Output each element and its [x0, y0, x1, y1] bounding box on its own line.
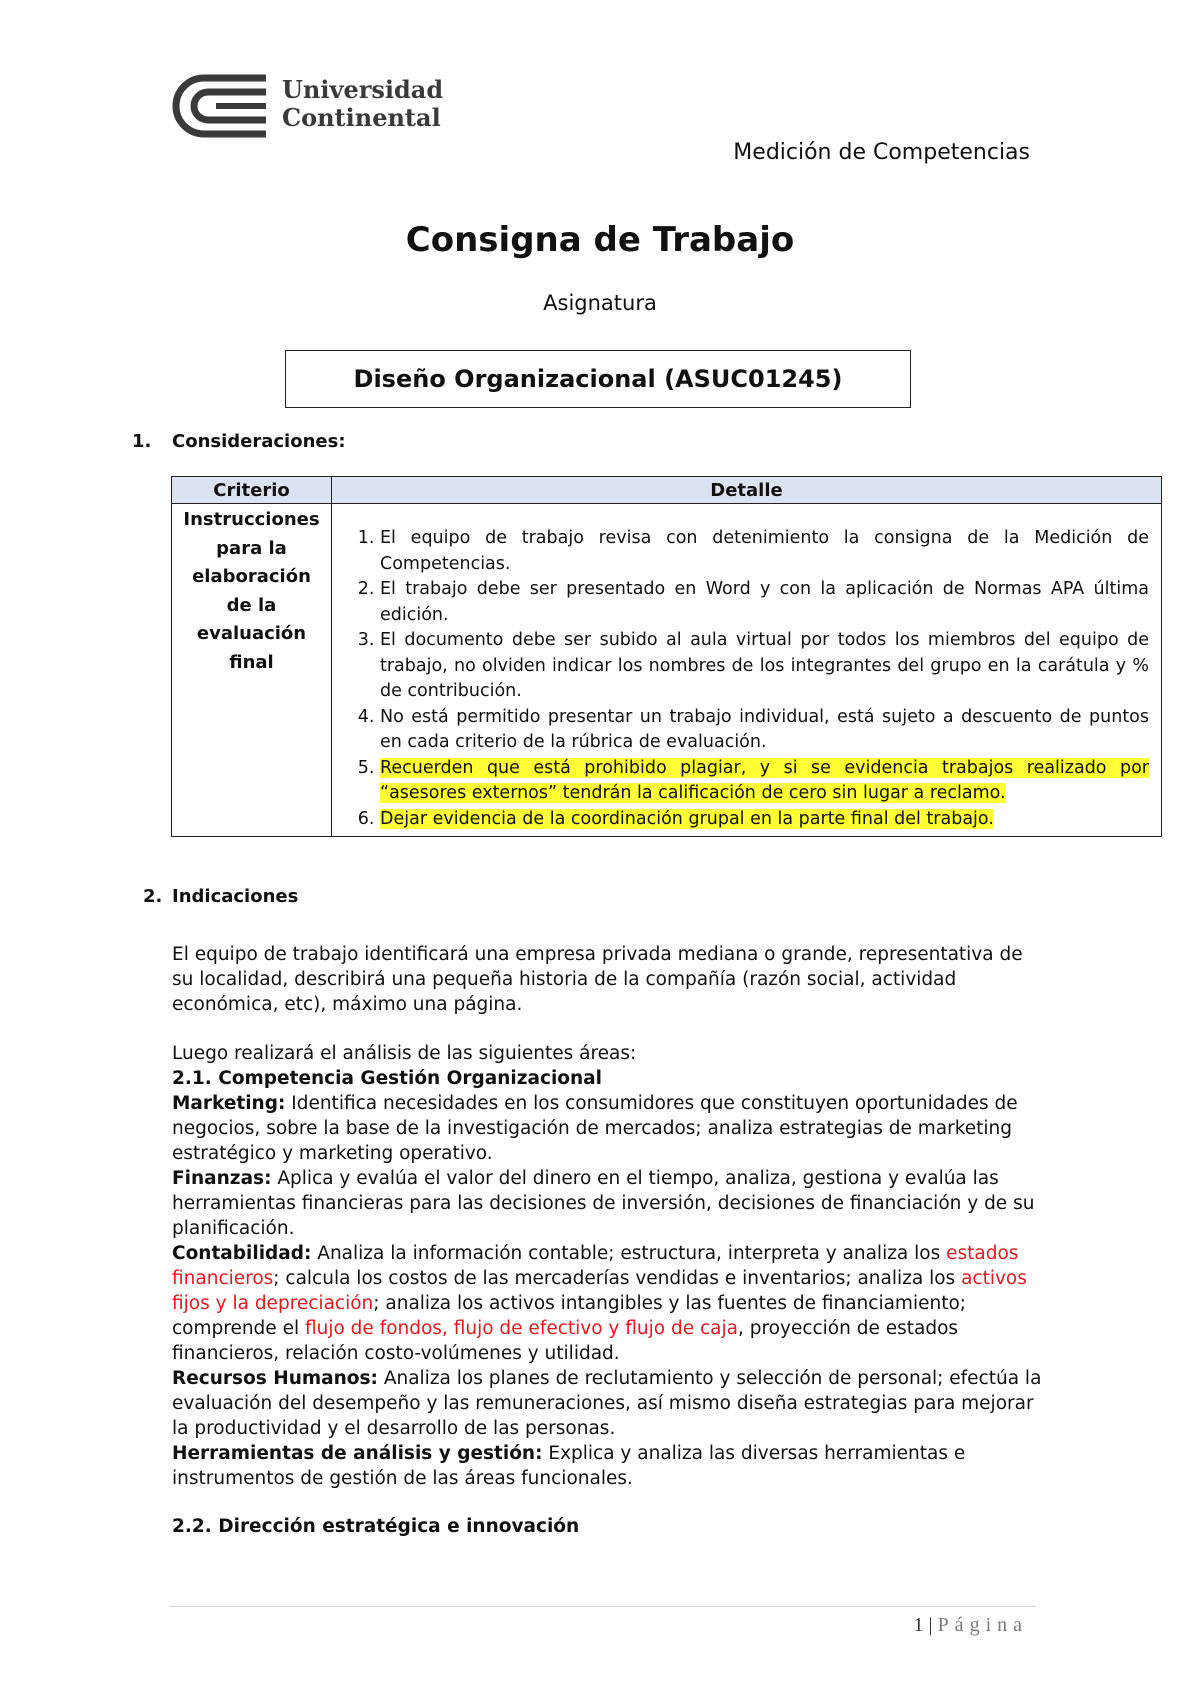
- herramientas-label: Herramientas de análisis y gestión:: [172, 1443, 543, 1464]
- instruction-item: 1. El equipo de trabajo revisa con detenimiento la consigna de la Medición de Competencias.: [380, 526, 1149, 577]
- marketing-text: Identifica necesidades en los consumidores que constituyen oportunidades de negocios, sobre la base de la investigación de mercados; analiza estrategias de marketing estratégico y marketing operativo.: [172, 1093, 1018, 1164]
- criterion-line: evaluación: [196, 623, 307, 644]
- instruction-item: 4. No está permitido presentar un trabajo individual, está sujeto a descuento de puntos en cada criterio de la rúbrica de evaluación.: [380, 705, 1149, 756]
- rrhh-paragraph: [172, 1366, 1042, 1441]
- page-number: 1: [913, 1614, 924, 1636]
- finanzas-paragraph: [172, 1166, 1042, 1241]
- contabilidad-paragraph: [172, 1241, 1042, 1366]
- detail-cell: [332, 504, 1162, 837]
- table-header-criterio: Criterio: [172, 477, 332, 504]
- section-1-number: 1.: [132, 431, 152, 452]
- contabilidad-text: ; calcula los costos de las mercaderías vendidas e inventarios; analiza los: [273, 1268, 962, 1289]
- section-2-number: 2.: [143, 886, 163, 907]
- finanzas-text: Aplica y evalúa el valor del dinero en el tiempo, analiza, gestiona y evalúa las herramientas financieras para las decisiones de inversión, decisiones de financiación y de su planificación.: [172, 1168, 1035, 1239]
- criterion-line: Instrucciones: [183, 509, 320, 530]
- red-highlight-text: activos fijos y la depreciación: [172, 1268, 1027, 1314]
- marketing-paragraph: [172, 1091, 1042, 1166]
- contabilidad-text: Analiza la información contable; estructura, interpreta y analiza los: [311, 1243, 947, 1264]
- subsection-2-2-title: 2.2. Dirección estratégica e innovación: [172, 1516, 580, 1537]
- page-label: Página: [937, 1614, 1028, 1636]
- table-header-detalle: Detalle: [332, 477, 1162, 504]
- instruction-item: 3. El documento debe ser subido al aula virtual por todos los miembros del equipo de trabajo, no olviden indicar los nombres de los integrantes del grupo en la carátula y % de contribución.: [380, 628, 1149, 705]
- contabilidad-text: ; analiza los activos intangibles y las fuentes de financiamiento; comprende el: [172, 1293, 967, 1339]
- page-footer: [914, 1614, 1028, 1637]
- course-name-box: [285, 350, 911, 408]
- subject-label: Asignatura: [543, 291, 657, 315]
- subsection-2-1-title: 2.1. Competencia Gestión Organizacional: [172, 1068, 602, 1089]
- uc-logo-icon: [170, 72, 270, 140]
- page-title: Consigna de Trabajo: [405, 220, 795, 260]
- instructions-list: [332, 526, 1149, 832]
- university-name: [282, 76, 443, 132]
- university-name-line2: Continental: [282, 103, 441, 132]
- instruction-item-highlighted: [380, 807, 1149, 833]
- university-logo: [170, 72, 444, 142]
- red-highlight-text: estados financieros: [172, 1243, 1019, 1289]
- areas-block: [172, 1041, 1042, 1491]
- highlighted-text: Recuerden que está prohibido plagiar, y si se evidencia trabajos realizado por “asesores externos” tendrán la calificación de cero sin lugar a reclamo.: [380, 757, 1149, 803]
- finanzas-label: Finanzas:: [172, 1168, 272, 1189]
- course-name: Diseño Organizacional (ASUC01245): [353, 365, 843, 393]
- areas-lead: Luego realizará el análisis de las siguientes áreas:: [172, 1043, 637, 1064]
- criterion-line: final: [229, 651, 274, 673]
- instruction-item: 2. El trabajo debe ser presentado en Word y con la aplicación de Normas APA última edición.: [380, 577, 1149, 628]
- rrhh-text: Analiza los planes de reclutamiento y selección de personal; efectúa la evaluación del desempeño y las remuneraciones, así mismo diseña estrategias para mejorar la productividad y el desarrollo de las personas.: [172, 1368, 1042, 1439]
- header-label: Medición de Competencias: [733, 140, 1030, 165]
- contabilidad-label: Contabilidad:: [172, 1243, 312, 1264]
- criterion-line: de la: [226, 594, 277, 616]
- section-1-title: Consideraciones:: [172, 431, 346, 452]
- contabilidad-text: , proyección de estados financieros, relación costo-volúmenes y utilidad.: [172, 1318, 959, 1364]
- herramientas-text: Explica y analiza las diversas herramientas e instrumentos de gestión de las áreas funcionales.: [172, 1443, 966, 1489]
- criterion-line: elaboración: [192, 566, 311, 587]
- table-row: [172, 504, 1162, 837]
- instruction-item-highlighted: [380, 756, 1149, 807]
- criterion-cell: [172, 504, 332, 837]
- criteria-table: [171, 476, 1162, 837]
- intro-paragraph: El equipo de trabajo identificará una empresa privada mediana o grande, representativa de su localidad, describirá una pequeña historia de la compañía (razón social, actividad económica, etc), máximo una página.: [172, 944, 1023, 1015]
- university-name-line1: Universidad: [282, 75, 444, 104]
- criterion-line: para la: [216, 537, 287, 559]
- section-2-title: Indicaciones: [172, 886, 299, 907]
- red-highlight-text: flujo de fondos, flujo de efectivo y flujo de caja: [304, 1318, 738, 1339]
- rrhh-label: Recursos Humanos:: [172, 1368, 378, 1389]
- highlighted-text: Dejar evidencia de la coordinación grupal en la parte final del trabajo.: [380, 808, 994, 829]
- herramientas-paragraph: [172, 1441, 1042, 1491]
- footer-separator: |: [928, 1614, 933, 1636]
- footer-divider: [170, 1606, 1036, 1607]
- table-header-row: [172, 477, 1162, 504]
- marketing-label: Marketing:: [172, 1093, 286, 1114]
